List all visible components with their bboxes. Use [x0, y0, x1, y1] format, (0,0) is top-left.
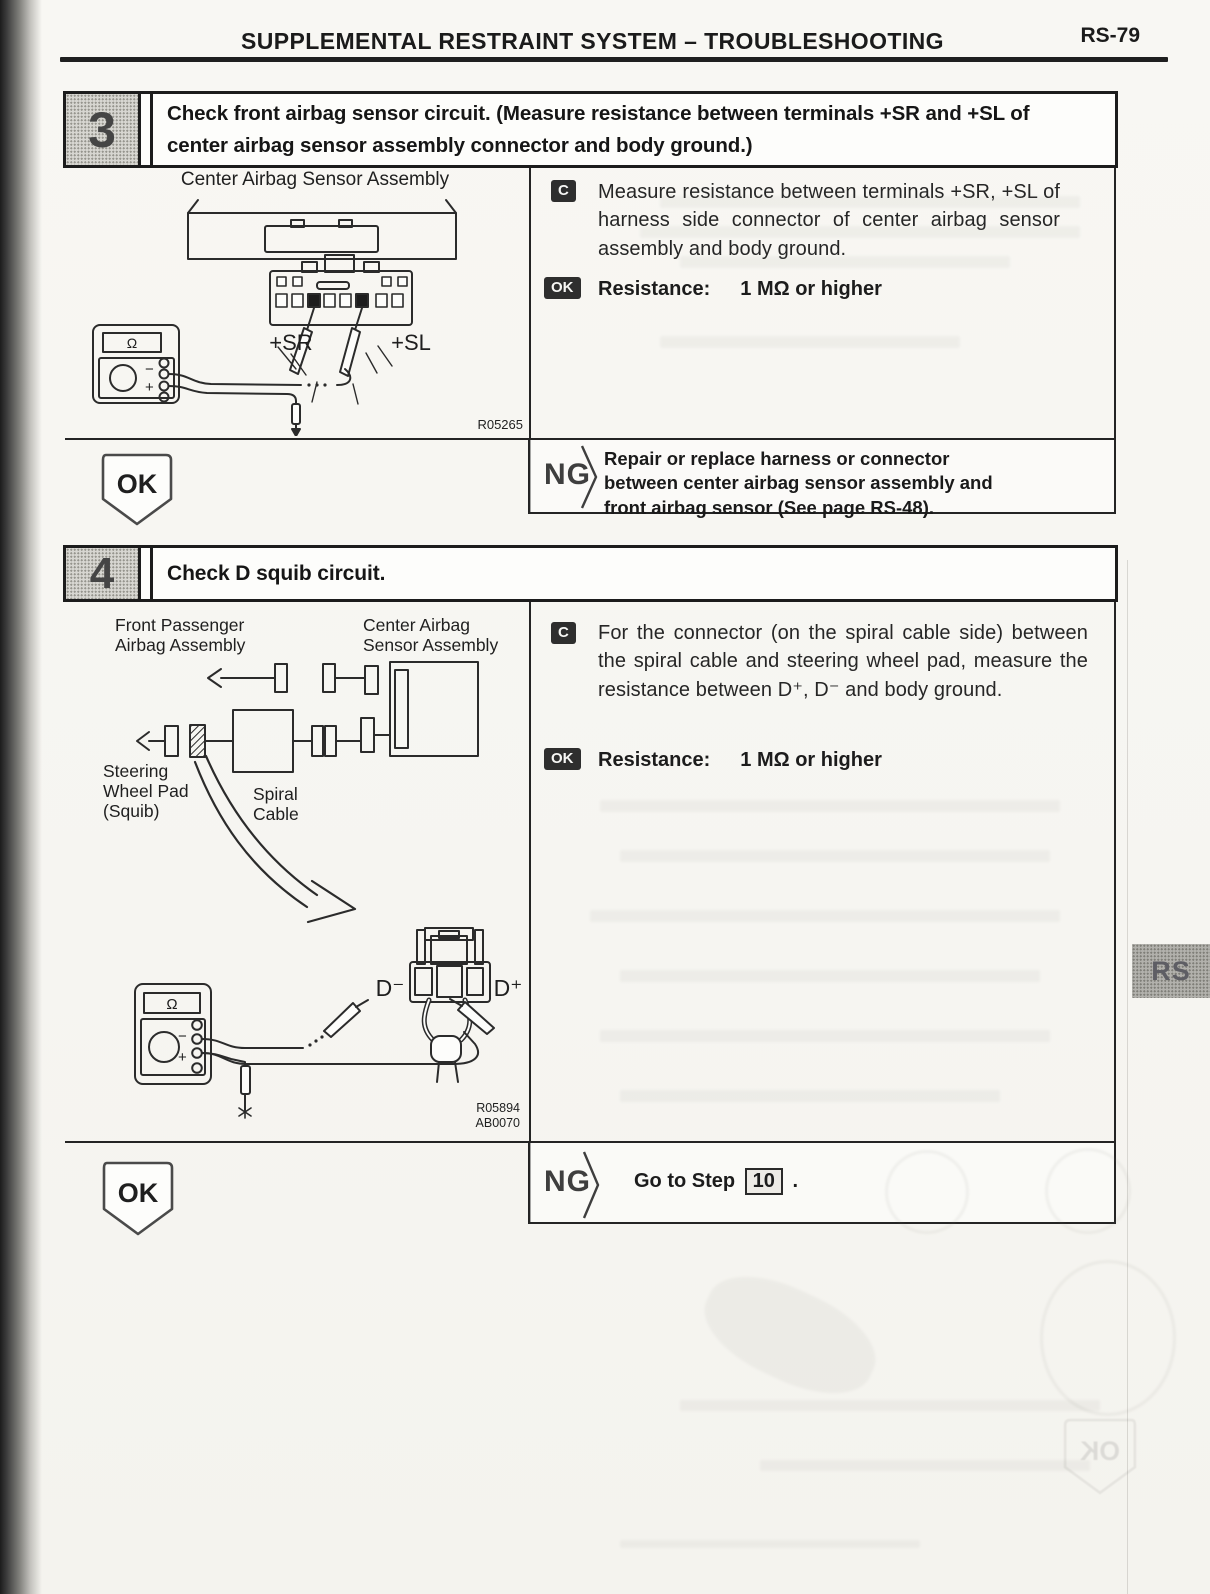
step3-diagram: [65, 170, 527, 436]
d-plus-label: D⁺: [493, 975, 523, 1001]
condition-text: For the connector (on the spiral cable side) between the spiral cable and steering wheel pad, measure the resistance between D⁺, D⁻ and body ground.: [598, 622, 1088, 701]
spec-label: Resistance:: [598, 278, 711, 300]
ng-label: NG: [544, 458, 591, 491]
step-reference: 10: [745, 1168, 783, 1195]
minus-terminal-label: −: [145, 361, 154, 378]
step4-title: Check D squib circuit.: [167, 561, 386, 585]
step4-number: 4: [66, 548, 141, 599]
bleed-through-ghost: [620, 970, 1040, 982]
bleed-through-ghost-pentagon: [1060, 1415, 1140, 1501]
terminal-sr-pin: [308, 294, 320, 307]
ng-action-text: [634, 1168, 798, 1195]
figure-code-2: AB0070: [475, 1116, 520, 1130]
bleed-through-ghost: [600, 1030, 1050, 1042]
ok-spec-badge: OK: [544, 748, 581, 770]
ok-route-label: OK: [116, 469, 158, 499]
center-airbag-sensor-box: [390, 662, 478, 756]
ohm-symbol: Ω: [126, 335, 138, 351]
spec-label: Resistance:: [598, 749, 711, 771]
condition-text: Measure resistance between terminals +SR, +SL of harness side connector of center airbag sensor assembly and body ground.: [598, 181, 1060, 260]
ng-label: NG: [544, 1165, 591, 1198]
test-probes-illustration: [278, 308, 392, 404]
section-tab-rs: RS: [1132, 944, 1210, 998]
ground-arrow: [292, 429, 300, 436]
step3-title-bar: [63, 91, 1118, 168]
figure-code-1: R05894: [476, 1101, 520, 1115]
squib-connector-illustration: [410, 928, 490, 1082]
bleed-through-ghost: [590, 910, 1060, 922]
condition-badge: C: [551, 622, 576, 644]
ok-route-label: OK: [117, 1178, 159, 1208]
spec-value: 1 MΩ or higher: [740, 278, 882, 300]
step4-ng-box: [528, 1141, 1116, 1224]
resistance-spec: [598, 749, 882, 772]
ohm-symbol: Ω: [166, 996, 178, 1013]
detail-arrow: [195, 756, 355, 922]
figure-code: R05265: [477, 417, 523, 432]
step4-right-border: [1114, 602, 1116, 1141]
bleed-through-ghost: [689, 1256, 890, 1414]
step3-right-border: [1114, 168, 1116, 440]
harness-connector-illustration: [270, 255, 412, 325]
center-airbag-label-line1: Center Airbag: [363, 615, 471, 635]
bleed-through-ghost: [640, 226, 1080, 238]
ground-contact-burst: [239, 1106, 251, 1118]
steering-wheel-circuit: [137, 710, 390, 772]
center-airbag-label-line2: Sensor Assembly: [363, 635, 499, 655]
step3-number-gap: [141, 94, 153, 165]
step4-ok-route: [99, 1160, 177, 1240]
step3-title: Check front airbag sensor circuit. (Measure resistance between terminals +SR and +SL of center airbag sensor assembly connector and body ground.): [167, 101, 1030, 157]
terminal-sl-pin: [356, 294, 368, 307]
step4-column-divider: [529, 602, 531, 1222]
go-to-step-text: Go to Step: [634, 1170, 736, 1192]
measured-connector: [190, 725, 205, 757]
ok-spec-badge: OK: [544, 277, 581, 299]
ground-probe: [292, 404, 300, 424]
spiral-cable-label-line1: Spiral: [253, 784, 298, 804]
plus-terminal-label: +: [145, 379, 154, 396]
ng-chevron-icon: [582, 1151, 602, 1219]
step3-ng-box: [528, 438, 1116, 518]
bleed-through-ghost: [680, 1400, 1100, 1411]
bleed-through-ghost: [600, 800, 1060, 812]
period: .: [792, 1170, 799, 1192]
steering-label-line3: (Squib): [103, 801, 160, 821]
bleed-through-ghost: [620, 1090, 1000, 1102]
step4-title-bar: [63, 545, 1118, 602]
spiral-cable-label-line2: Cable: [253, 804, 299, 824]
header-rule: [60, 57, 1168, 62]
bleed-through-ghost: [760, 1460, 1090, 1471]
bleed-through-ghost: [1045, 1148, 1131, 1234]
bleed-through-ghost: [620, 1540, 920, 1548]
step4-diagram: [65, 604, 527, 1139]
svg-text:OK: OK: [1080, 1436, 1120, 1467]
spiral-cable-box: [233, 710, 293, 772]
passenger-airbag-circuit: [208, 664, 378, 694]
center-airbag-sensor-assembly-illustration: [188, 200, 456, 259]
meter-leads: [169, 369, 350, 436]
d-minus-label: D⁻: [375, 975, 405, 1001]
steering-label-line2: Wheel Pad: [103, 781, 189, 801]
terminal-sr-label: +SR: [269, 330, 313, 355]
bleed-through-ghost: [680, 256, 1010, 268]
ng-chevron-icon: [580, 445, 600, 509]
condition-badge: C: [551, 180, 576, 202]
bleed-through-ghost: [1040, 1260, 1176, 1416]
resistance-spec: [598, 278, 882, 301]
minus-terminal-label: −: [178, 1028, 187, 1045]
plus-terminal-label: +: [178, 1049, 187, 1066]
bleed-through-ghost: [660, 196, 1080, 208]
bleed-through-ghost: [660, 336, 960, 348]
page-title: SUPPLEMENTAL RESTRAINT SYSTEM – TROUBLESHOOTING: [241, 28, 944, 54]
front-passenger-label-line1: Front Passenger: [115, 615, 245, 635]
ground-probe: [241, 1066, 250, 1094]
bleed-through-ghost: [620, 850, 1050, 862]
page-number: RS-79: [1080, 24, 1140, 47]
step3-ok-route: [98, 452, 176, 530]
bleed-through-ghost: [885, 1150, 969, 1234]
step4-number-gap: [141, 548, 153, 599]
steering-label-line1: Steering: [103, 761, 169, 781]
scan-gutter-shadow: [0, 0, 42, 1594]
diagram-caption: Center Airbag Sensor Assembly: [180, 170, 450, 190]
terminal-sl-label: +SL: [391, 330, 431, 355]
ng-action-text: Repair or replace harness or connector between center airbag sensor assembly and front airbag sensor (See page RS-48).: [604, 448, 993, 518]
front-passenger-label-line2: Airbag Assembly: [115, 635, 246, 655]
step3-number: 3: [66, 94, 141, 165]
spec-value: 1 MΩ or higher: [740, 749, 882, 771]
